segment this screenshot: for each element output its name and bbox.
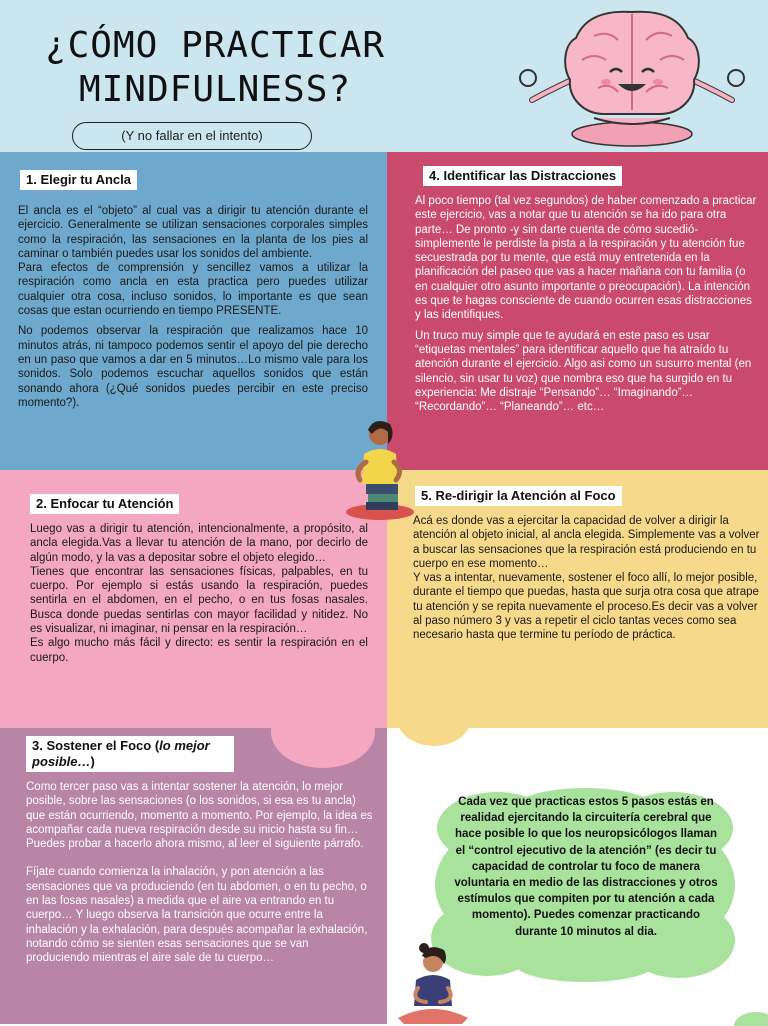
step-3-paragraph: Como tercer paso vas a intentar sostener la atención, lo mejor posible, sobre las sensaciones (o los sonidos, si esa es tu ancla) que están ocurriendo, momento a momento. Por ejemplo, la idea es acompañar cada nueva respiración desde su inicio hasta su fin…Puedes probar a hacerlo ahora mismo, al leer el siguiente párrafo. [26, 781, 373, 851]
decorative-blob [268, 690, 378, 770]
step-3-heading-italic: lo mejor posible… [32, 738, 210, 769]
step-1-paragraph: El ancla es el “objeto” al cual vas a dirigir tu atención durante el ejercicio. Generalmente se utilizan sensaciones corporales simples como la respiración, las sensaciones en la planta de los pies al caminar o también puedes usar los sonidos del ambiente. [18, 205, 368, 260]
step-1-panel [0, 152, 387, 470]
step-5-paragraph: Y vas a intentar, nuevamente, sostener el foco allí, lo mejor posible, durante el tiempo que puedas, hasta que surja otra cosa que atrape tu atención y se repita nuevamente el proceso.Es decir vas a volver al paso número 3 y vas a repetir el ciclo tantas veces como sea necesario hasta que termine tu período de práctica. [413, 572, 759, 642]
title-line-1: ¿CÓMO PRACTICAR [44, 25, 386, 66]
step-2-paragraph: Tienes que encontrar las sensaciones físicas, palpables, en tu cuerpo. Por ejemplo si estás usando la respiración, puedes sentirla en el abdomen, en el pecho, o en tus fosas nasales. Busca donde puedas sentirlas con mayor facilidad y nitidez. No es visualizar, ni imaginar, ni pensar en la respiración… [30, 565, 368, 636]
step-5-body [413, 514, 761, 643]
step-1-paragraph: Para efectos de comprensión y sencillez vamos a utilizar la respiración como ancla en esta practica pero puedes utilizar cualquier otra cosa, incluso sonidos, lo importante es que sean cosas que estan ocurriendo en tiempo PRESENTE. [18, 262, 368, 318]
step-2-paragraph: Luego vas a dirigir tu atención, intencionalmente, a propósito, al ancla elegida.Vas a llevar tu atención de la mano, por decirlo de algún modo, y la vas a depositar sobre el objeto elegido… [30, 523, 368, 564]
callout-text: Cada vez que practicas estos 5 pasos estás en realidad ejercitando la circuitería cerebral que hace posible lo que los neuropsicólogos llaman el “control ejecutivo de la atención” (es decir tu capacidad de controlar tu foco de manera voluntaria en medio de las distracciones y otros estímulos que compiten por tu atención a cada momento). Puedes comenzar practicando durante 10 minutos al dia. [454, 796, 718, 938]
step-4-body [415, 194, 757, 420]
step-2-heading: 2. Enfocar tu Atención [30, 494, 179, 514]
step-4-paragraph: Al poco tiempo (tal vez segundos) de haber comenzado a practicar este ejercicio, vas a notar que tu atención se ha ido para otra parte… De pronto -y sin darte cuenta de cómo sucedió- simplemente le perdiste la pista a la respiración y tu atención fue secuestrada por tu mente, que está muy entretenida en la planificación del paseo que vas a hacer mañana con tu familia (o en cualquier otro asunto importante o preocupación). La intención es que te hagas consciente de cuando ocurren esas distracciones y las identifiques. [415, 195, 757, 322]
step-5-heading: 5. Re-dirigir la Atención al Foco [415, 486, 622, 506]
reading-girl-icon [344, 414, 416, 520]
step-3-heading-main: 3. Sostener el Foco ( [32, 738, 160, 753]
step-4-paragraph: Un truco muy simple que te ayudará en este paso es usar “etiquetas mentales” para identificar aquello que ha atraído tu atención durante el ejercicio. Algo asi como un susurro mental (en silencio, sin usar tu voz) que nombra eso que ha surgido en tu experiencia: Me distraje “Pensando”… “Imaginando”… “Recordando”… “Planeando”… etc… [415, 329, 752, 414]
decorative-blob [730, 1006, 768, 1026]
page-title [0, 24, 430, 112]
step-2-paragraph: Es algo mucho más fácil y directo: es sentir la respiración en el cuerpo. [30, 637, 368, 664]
step-3-heading [26, 736, 234, 772]
step-3-panel [0, 728, 387, 1024]
step-2-body [30, 522, 368, 665]
step-3-heading-end: ) [90, 754, 95, 769]
step-3-body [26, 780, 374, 972]
step-1-paragraph: No podemos observar la respiración que realizamos hace 10 minutos atrás, ni tampoco podemos sentir el apoyo del pie derecho en un paso que vamos a dar en 5 minutos…Lo mismo vale para los sonidos. Solo podemos escuchar aquellos sonidos que están sonando ahora (¿Qué sonidos puedes percibir en este preciso momento?). [18, 325, 368, 409]
step-1-heading: 1. Elegir tu Ancla [20, 170, 137, 190]
step-1-body [18, 204, 368, 416]
step-4-panel [387, 152, 768, 470]
step-3-paragraph: Fíjate cuando comienza la inhalación, y pon atención a las sensaciones que va produciendo (en tu abdomen, o en tu pecho, o en las fosas nasales) a medida que el aire va entrando en tu cuerpo… Y luego observa la transición que ocurre entre la inhalación y la exhalación, para después acompañar la exhalación, notando cómo se sienten esas sensaciones que se van produciendo mientras el aire sale de tu cuerpo… [26, 866, 368, 965]
step-5-paragraph: Acá es donde vas a ejercitar la capacidad de volver a dirigir la atención al objeto inicial, al ancla elegida. Simplemente vas a volver a buscar las sensaciones que la respiración está produciendo en tu cuerpo en ese momento… [413, 515, 760, 570]
step-4-heading: 4. Identificar las Distracciones [423, 166, 622, 186]
brain-mascot-icon [514, 6, 750, 152]
decorative-blob [394, 680, 474, 750]
subtitle-pill: (Y no fallar en el intento) [72, 122, 312, 150]
title-line-2: MINDFULNESS? [78, 69, 352, 110]
meditating-woman-icon [392, 940, 474, 1024]
